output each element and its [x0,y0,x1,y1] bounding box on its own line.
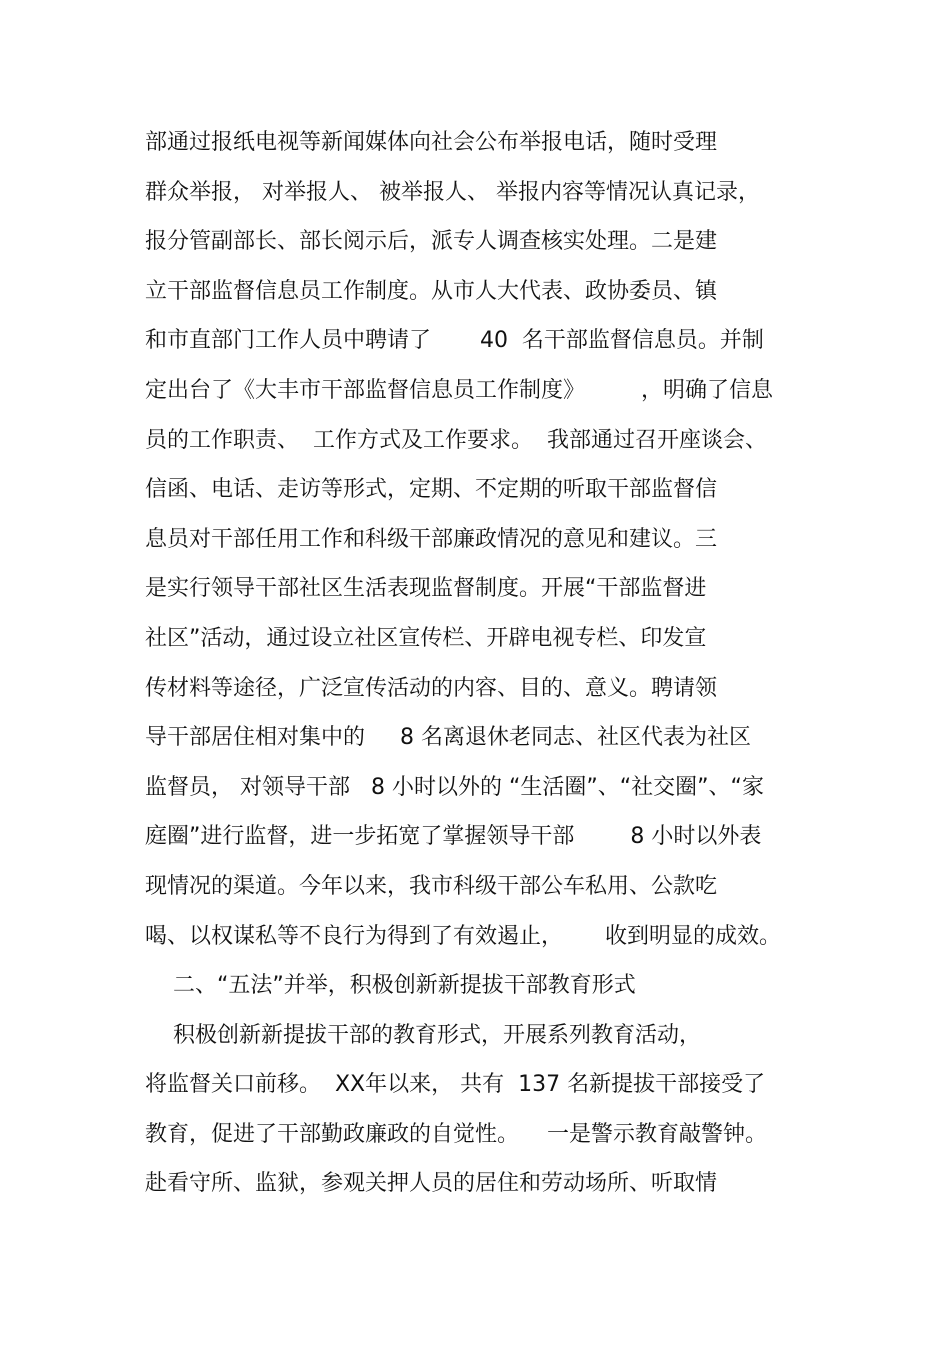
text-line: 群众举报， 对举报人、 被举报人、 举报内容等情况认真记录， [145,179,760,205]
text-line: 喝、以权谋私等不良行为得到了有效遏止， 收到明显的成效。 [145,923,781,949]
text-line: 庭圈”进行监督，进一步拓宽了掌握领导干部 8 小时以外表 [145,824,762,850]
text-line: 员的工作职责、 工作方式及工作要求。 我部通过召开座谈会、 [145,427,767,453]
text-line: 赴看守所、监狱，参观关押人员的居住和劳动场所、听取情 [145,1171,718,1197]
text-line: 教育，促进了干部勤政廉政的自觉性。 一是警示教育敲警钟。 [145,1121,767,1147]
text-line: 现情况的渠道。今年以来，我市科级干部公车私用、公款吃 [145,873,718,899]
text-line: 信函、电话、走访等形式，定期、不定期的听取干部监督信 [145,477,718,503]
text-line: 部通过报纸电视等新闻媒体向社会公布举报电话，随时受理 [145,130,718,155]
section-heading: 二、“五法”并举，积极创新新提拔干部教育形式 [145,973,636,999]
text-line: 将监督关口前移。 XX年以来， 共有 137 名新提拔干部接受了 [145,1072,766,1098]
text-line: 立干部监督信息员工作制度。从市人大代表、政协委员、镇 [145,278,718,304]
text-line: 定出台了《大丰市干部监督信息员工作制度》 ，明确了信息 [145,377,773,403]
text-line: 社区”活动，通过设立社区宣传栏、开辟电视专栏、印发宣 [145,625,707,651]
text-line: 报分管副部长、部长阅示后，派专人调查核实处理。二是建 [145,229,718,255]
text-line: 监督员， 对领导干部 8 小时以外的 “生活圈”、“社交圈”、“家 [145,774,764,800]
text-line: 是实行领导干部社区生活表现监督制度。开展“干部监督进 [145,576,707,602]
text-line: 和市直部门工作人员中聘请了 40 名干部监督信息员。并制 [145,328,764,354]
text-line: 息员对干部任用工作和科级干部廉政情况的意见和建议。三 [145,526,718,552]
text-line: 积极创新新提拔干部的教育形式，开展系列教育活动， [145,1022,701,1048]
text-line: 传材料等途径，广泛宣传活动的内容、目的、意义。聘请领 [145,675,718,701]
body-text [145,118,825,1209]
text-line: 导干部居住相对集中的 8 名离退休老同志、社区代表为社区 [145,725,751,751]
